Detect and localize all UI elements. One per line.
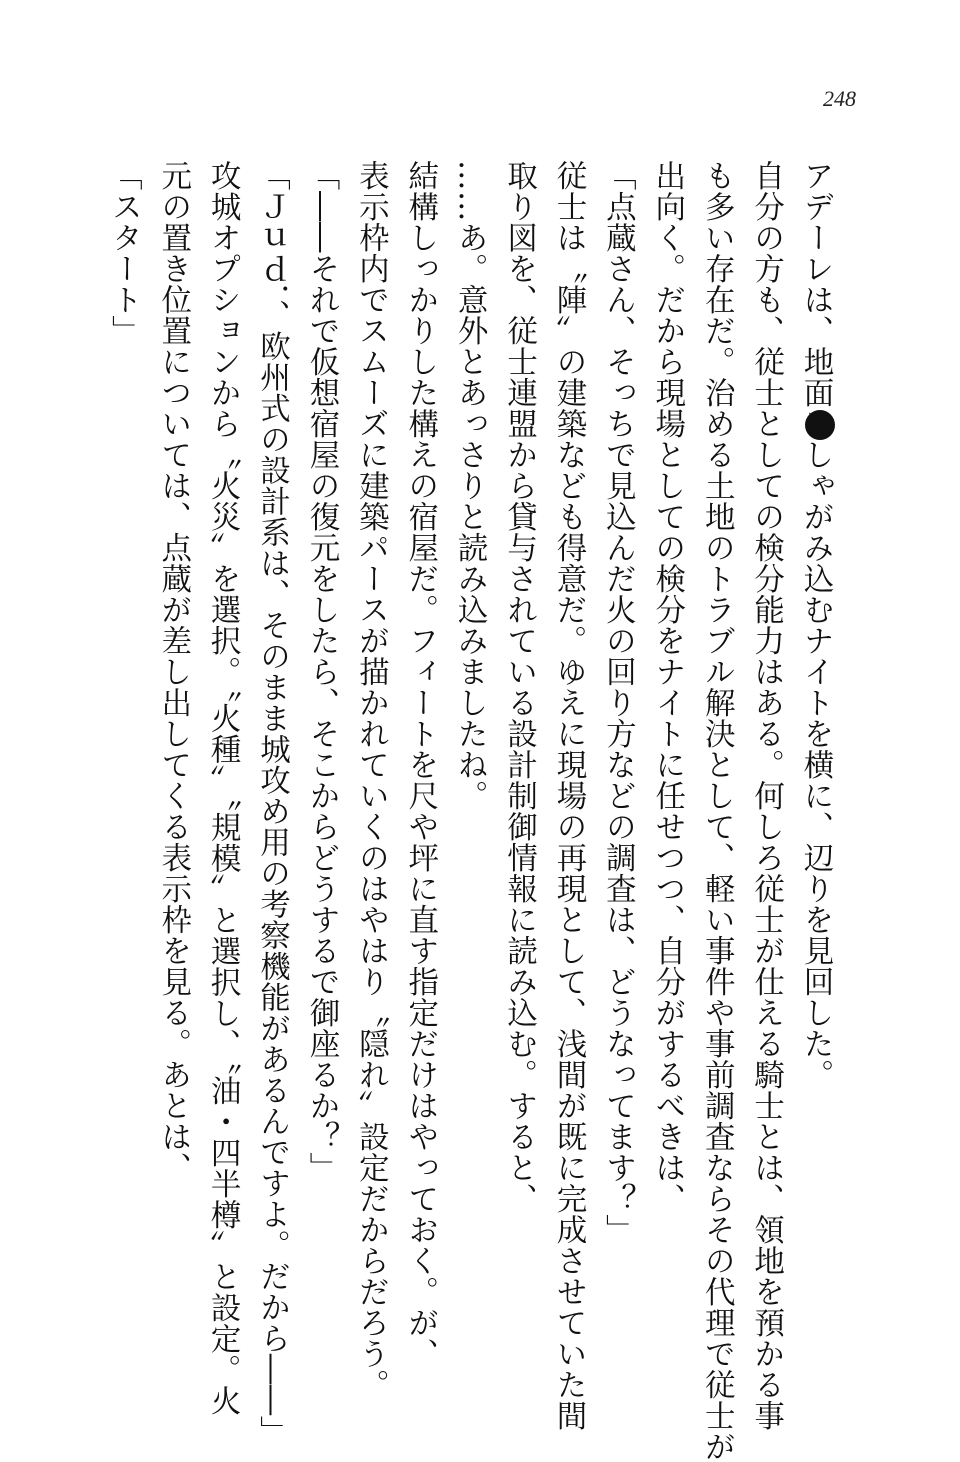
page-number: 248 (823, 86, 856, 111)
text-line: 「――それで仮想宿屋の復元をしたら、そこからどうするで御座るか？」 (303, 160, 339, 1183)
body-text (99, 160, 840, 1462)
text-line: 出向く。だから現場としての検分をナイトに任せつつ、自分がするべきは、 (649, 160, 685, 1214)
text-line: 表示枠内でスムーズに建築パースが描かれていくのはやはり〝隠れ〟設定だからだろう。 (353, 160, 389, 1400)
text-line: 「点蔵さん、そっちで見込んだ火の回り方などの調査は、どうなってます？」 (600, 160, 636, 1245)
text-line: アデーレは、地面にしゃがみ込むナイトを横に、辺りを見回した。 (798, 160, 833, 1090)
text-line: 従士は〝陣〟の建築なども得意だ。ゆえに現場の再現として、浅間が既に完成させていた間 (550, 160, 586, 1431)
text-line: 攻城オプションから〝火災〟を選択。〝火種〟〝規模〟と選択し、〝油・四半樽〟と設定。火 (205, 160, 241, 1417)
text-line: 「スタート」 (106, 160, 142, 346)
text-line: 「Ｊｕｄ．、欧州式の設計系は、そのまま城攻め用の考察機能があるんですよ。だから――」 (254, 160, 290, 1447)
text-line: ……あ。意外とあっさりと読み込みましたね。 (452, 160, 488, 811)
text-line: も多い存在だ。治める土地のトラブル解決として、軽い事件や事前調査ならその代理で従士が (699, 160, 735, 1462)
text-line: 自分の方も、従士としての検分能力はある。何しろ従士が仕える騎士とは、領地を預かる事 (748, 160, 784, 1431)
text-line: 取り図を、従士連盟から貸与されている設計制御情報に読み込む。すると、 (501, 160, 537, 1214)
text-line: 結構しっかりした構えの宿屋だ。フィートを尺や坪に直す指定だけはやっておく。が、 (402, 160, 438, 1369)
text-line: 元の置き位置については、点蔵が差し出してくる表示枠を見る。あとは、 (155, 160, 191, 1183)
